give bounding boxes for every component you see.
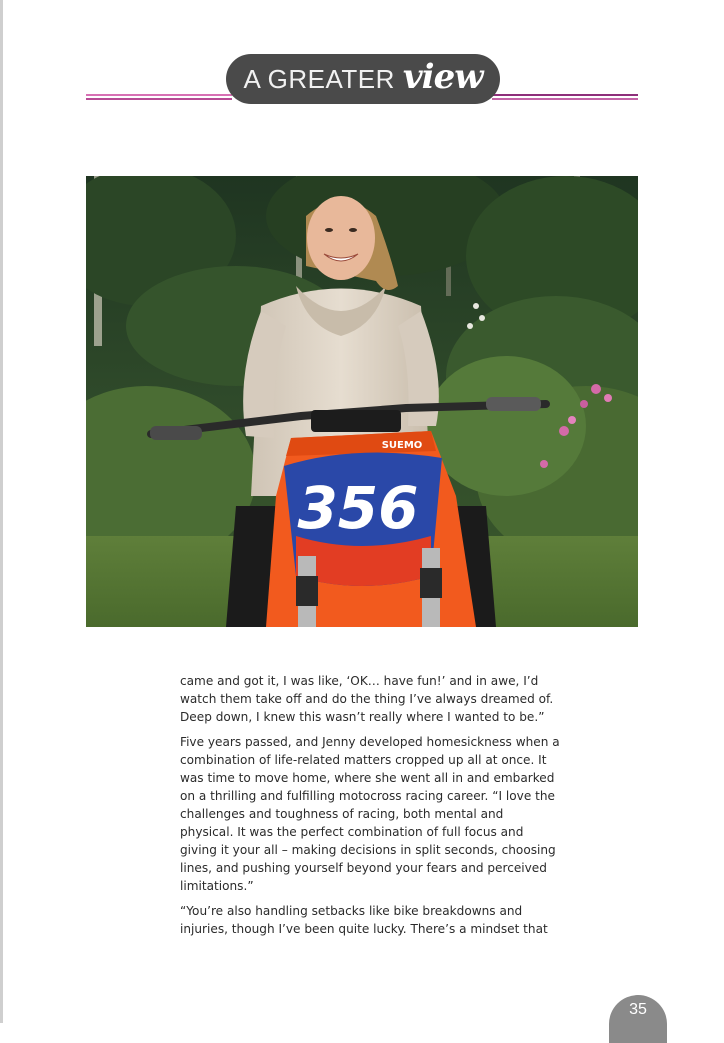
article-paragraph: came and got it, I was like, ‘OK… have fun!’ and in awe, I’d watch them take off and do the thing I’ve always dreamed of. Deep down, I knew this wasn’t really where I wanted to be.” (180, 674, 554, 724)
section-title-bold: view (402, 57, 483, 97)
header-rule-right-thin (492, 98, 638, 100)
header-rule-left (86, 94, 232, 96)
article-photo (86, 176, 638, 627)
page-number: 35 (609, 995, 667, 1043)
article-body (180, 672, 560, 945)
page-edge (0, 0, 3, 1023)
article-paragraph: “You’re also handling setbacks like bike breakdowns and injuries, though I’ve been quite lucky. There’s a mindset that (180, 904, 548, 936)
header-rule-left-thin (86, 98, 232, 100)
header-rule-right (492, 94, 638, 96)
article-paragraph: Five years passed, and Jenny developed homesickness when a combination of life-related matters cropped up all at once. It was time to move home, where she went all in and embarked on a thrilling and fulfilling motocross racing career. “I love the challenges and toughness of racing, both mental and physical. It was the perfect combination of full focus and giving it your all – making decisions in split seconds, choosing lines, and pushing yourself beyond your fears and perceived limitations.” (180, 735, 560, 893)
section-header (226, 54, 500, 104)
plate-number: 356 (297, 474, 419, 542)
brand-label: SUEMO (381, 440, 423, 451)
section-title-plain: A GREATER (243, 63, 395, 94)
